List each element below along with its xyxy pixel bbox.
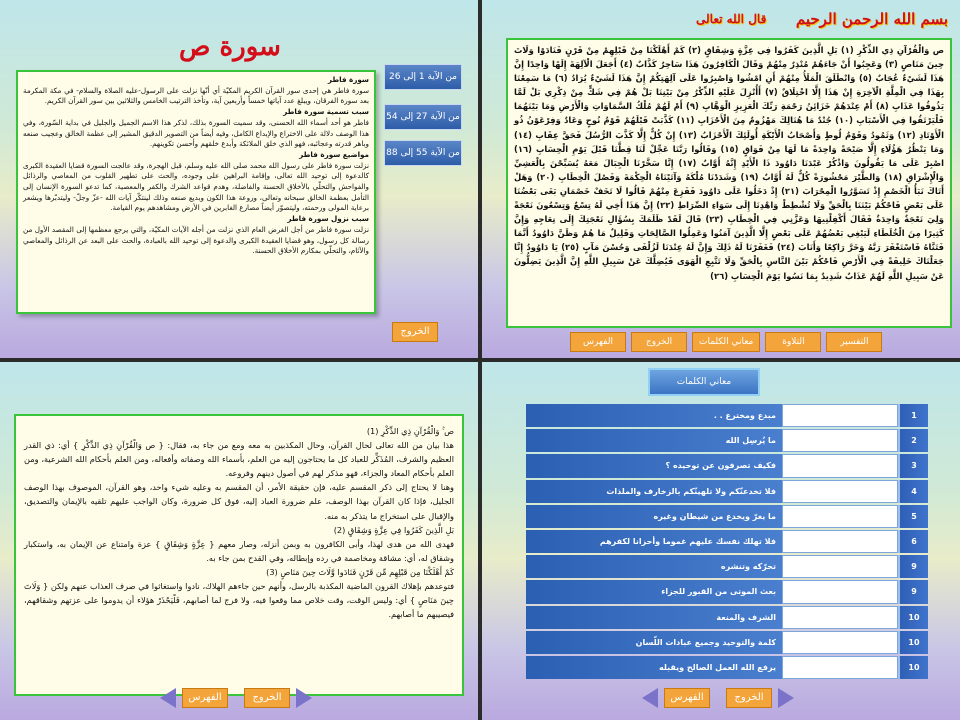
tafsir-paragraph: فهدى الله من هدى لهذا، وأبى الكافرون به وبمن أنزله، وصار معهم { عِزَّةٍ وَشِقَاقٍ } عزة وامتناع عن الإيمان به، واستكبار وشقاق له، أي: مشاقة ومخاصمة في رده وإبطاله، وفي القدح بمن جاء به. (24, 538, 454, 563)
word-cell: فأنّى تؤفكون ؟ (782, 454, 898, 477)
row-number: 10 (898, 631, 928, 654)
table-row (526, 454, 928, 477)
word-cell: ما يفتح الله (782, 429, 898, 452)
table-row (526, 505, 928, 528)
row-number: 9 (898, 555, 928, 578)
row-number: 10 (898, 656, 928, 679)
exit-button[interactable]: الخروج (631, 332, 687, 352)
word-cell: العمل الصالح يرفع (782, 656, 898, 679)
section-text: فاطر هو أحد أسماء الله الحسنى، وقد سميت السورة بذلك، لذكر هذا الاسم الجميل والجليل في بداية السّورة، وفي هذا الوصف دلالة على الاختراع والإبداع الكامل، وفيه أيضاً من التصوير الدقيق المشير إلى عظمة الخالق وعجيب صنعه وباهر قدرته وعجائبه، فهو الذي خلق الملائكة وأبدع خلقهم وأحسن تكوينهم. (23, 117, 369, 149)
sura-intro-panel (0, 0, 478, 358)
table-row (526, 580, 928, 603)
intro-text-box (16, 70, 376, 314)
word-cell: الغرور (782, 505, 898, 528)
tafsir-paragraph: هذا بيان من الله تعالى لحال القرآن، وحال المكذبين به معه ومع من جاء به، فقال: { ص وَالْقُرْآنِ ذِي الذِّكْرِ } أي: ذي القدر العظيم والشرف، المُذَكِّر للعباد كل ما يحتاجون إليه من العلم، بأسماء الله وصفاته وأفعاله، ومن العلم بأحكام الله الشرعية، ومن العلم بأحكام المعاد والجزاء، فهو مذكر لهم في أصول دينهم وفروعه. (24, 440, 454, 479)
tafsir-button[interactable]: التفسير (826, 332, 882, 352)
word-cell: فتثير سحابا (782, 555, 898, 578)
verses-1-26-button[interactable]: من الآية 1 إلى 26 (384, 64, 462, 90)
tafsir-text-box (14, 414, 464, 696)
tafsir-paragraph: وهنا لا يحتاج إلى ذكر المقسم عليه، فإن حقيقة الأمر، أن المقسم به وعليه شيء واحد، وهو القرآن، الموصوف بهذا الوصف الجليل، فإذا كان القرآن بهذا الوصف، علم ضرورة العباد إليه، فوق كل ضرورة، وكان الواجب عليهم تلقيه بالإيمان والتصديق، والإقبال على استخراج ما يتذكر به منه. (24, 482, 454, 521)
exit-button[interactable]: الخروج (392, 322, 438, 342)
table-row (526, 606, 928, 629)
next-arrow-icon[interactable] (296, 688, 312, 708)
qal-allah-header: قال الله تعالى (696, 12, 767, 26)
section-heading: سبب تسمية سورة فاطر (283, 107, 369, 117)
word-cell: فلا تذهب نفسك عليهم حسرات (782, 530, 898, 553)
tafsir-panel (0, 362, 478, 720)
table-row (526, 404, 928, 427)
previous-arrow-icon[interactable] (642, 688, 658, 708)
verses-55-88-button[interactable]: من الآية 55 إلى 88 (384, 140, 462, 166)
previous-arrow-icon[interactable] (160, 688, 176, 708)
index-button[interactable]: الفهرس (570, 332, 626, 352)
word-cell: النشور (782, 580, 898, 603)
index-button[interactable]: الفهرس (664, 688, 710, 708)
meaning-cell: فكيف تصرفون عن توحيده ؟ (526, 454, 782, 477)
exit-button[interactable]: الخروج (726, 688, 772, 708)
table-row (526, 631, 928, 654)
word-meanings-table (526, 402, 928, 681)
meaning-cell: فلا تخدعنّكم ولا تلهينّكم بالزخارف والملذات (526, 480, 782, 503)
verse-line: كَمْ أَهْلَكْنَا مِن قَبْلِهِم مِّن قَرْنٍ فَنَادَوا وَّلَاتَ حِينَ مَنَاصٍ (3) (266, 566, 454, 577)
row-number: 5 (898, 505, 928, 528)
verse-line: بَلِ الَّذِينَ كَفَرُوا فِي عِزَّةٍ وَشِقَاقٍ (2) (333, 524, 454, 535)
verses-text: ص وَالْقُرْآنِ ذِي الذِّكْرِ (١) بَلِ الَّذِينَ كَفَرُوا فِي عِزَّةٍ وَشِقَاقٍ (٢) كَمْ أَهْلَكْنَا مِنْ قَبْلِهِمْ مِنْ قَرْنٍ فَنَادَوْا وَلَاتَ حِينَ مَنَاصٍ (٣) وَعَجِبُوا أَنْ جَاءَهُمْ مُنْذِرٌ مِنْهُمْ وَقَالَ الْكَافِرُونَ هَذَا سَاحِرٌ كَذَّابٌ (٤) أَجَعَلَ الْآلِهَةَ إِلَهًا وَاحِدًا إِنَّ هَذَا لَشَيْءٌ عُجَابٌ (٥) وَانْطَلَقَ الْمَلَأُ مِنْهُمْ أَنِ امْشُوا وَاصْبِرُوا عَلَى آلِهَتِكُمْ إِنَّ هَذَا لَشَيْءٌ يُرَادُ (٦) مَا سَمِعْنَا بِهَذَا فِي الْمِلَّةِ الْآخِرَةِ إِنْ هَذَا إِلَّا اخْتِلَاقٌ (٧) أَأُنْزِلَ عَلَيْهِ الذِّكْرُ مِنْ بَيْنِنَا بَلْ هُمْ فِي شَكٍّ مِنْ ذِكْرِي بَلْ لَمَّا يَذُوقُوا عَذَابِ (٨) أَمْ عِنْدَهُمْ خَزَائِنُ رَحْمَةِ رَبِّكَ الْعَزِيزِ الْوَهَّابِ (٩) أَمْ لَهُمْ مُلْكُ السَّمَاوَاتِ وَالْأَرْضِ وَمَا بَيْنَهُمَا فَلْيَرْتَقُوا فِي الْأَسْبَابِ (١٠) جُنْدٌ مَا هُنَالِكَ مَهْزُومٌ مِنَ الْأَحْزَابِ (١١) كَذَّبَتْ قَبْلَهُمْ قَوْمُ نُوحٍ وَعَادٌ وَفِرْعَوْنُ ذُو الْأَوْتَادِ (١٢) وَثَمُودُ وَقَوْمُ لُوطٍ وَأَصْحَابُ الْأَيْكَةِ أُولَئِكَ الْأَحْزَابُ (١٣) إِنْ كُلٌّ إِلَّا كَذَّبَ الرُّسُلَ فَحَقَّ عِقَابِ (١٤) وَمَا يَنْظُرُ هَؤُلَاءِ إِلَّا صَيْحَةً وَاحِدَةً مَا لَهَا مِنْ فَوَاقٍ (١٥) وَقَالُوا رَبَّنَا عَجِّلْ لَنَا قِطَّنَا قَبْلَ يَوْمِ الْحِسَابِ (١٦) اصْبِرْ عَلَى مَا يَقُولُونَ وَاذْكُرْ عَبْدَنَا دَاوُودَ ذَا الْأَيْدِ إِنَّهُ أَوَّابٌ (١٧) إِنَّا سَخَّرْنَا الْجِبَالَ مَعَهُ يُسَبِّحْنَ بِالْعَشِيِّ وَالْإِشْرَاقِ (١٨) وَالطَّيْرَ مَحْشُورَةً كُلٌّ لَهُ أَوَّابٌ (١٩) وَشَدَدْنَا مُلْكَهُ وَآتَيْنَاهُ الْحِكْمَةَ وَفَصْلَ الْخِطَابِ (٢٠) وَهَلْ أَتَاكَ نَبَأُ الْخَصْمِ إِذْ تَسَوَّرُوا الْمِحْرَابَ (٢١) إِذْ دَخَلُوا عَلَى دَاوُودَ فَفَزِعَ مِنْهُمْ قَالُوا لَا تَخَفْ خَصْمَانِ بَغَى بَعْضُنَا عَلَى بَعْضٍ فَاحْكُمْ بَيْنَنَا بِالْحَقِّ وَلَا تُشْطِطْ وَاهْدِنَا إِلَى سَوَاءِ الصِّرَاطِ (٢٢) إِنَّ هَذَا أَخِي لَهُ تِسْعٌ وَتِسْعُونَ نَعْجَةً وَلِيَ نَعْجَةٌ وَاحِدَةٌ فَقَالَ أَكْفِلْنِيهَا وَعَزَّنِي فِي الْخِطَابِ (٢٣) قَالَ لَقَدْ ظَلَمَكَ بِسُؤَالِ نَعْجَتِكَ إِلَى نِعَاجِهِ وَإِنَّ كَثِيرًا مِنَ الْخُلَطَاءِ لَيَبْغِي بَعْضُهُمْ عَلَى بَعْضٍ إِلَّا الَّذِينَ آمَنُوا وَعَمِلُوا الصَّالِحَاتِ وَقَلِيلٌ مَا هُمْ وَظَنَّ دَاوُودُ أَنَّمَا فَتَنَّاهُ فَاسْتَغْفَرَ رَبَّهُ وَخَرَّ رَاكِعًا وَأَنَابَ (٢٤) فَغَفَرْنَا لَهُ ذَلِكَ وَإِنَّ لَهُ عِنْدَنَا لَزُلْفَى وَحُسْنَ مَآبٍ (٢٥) يَا دَاوُودُ إِنَّا جَعَلْنَاكَ خَلِيفَةً فِي الْأَرْضِ فَاحْكُمْ بَيْنَ النَّاسِ بِالْحَقِّ وَلَا تَتَّبِعِ الْهَوَى فَيُضِلَّكَ عَنْ سَبِيلِ اللَّهِ إِنَّ الَّذِينَ يَضِلُّونَ عَنْ سَبِيلِ اللَّهِ لَهُمْ عَذَابٌ شَدِيدٌ بِمَا نَسُوا يَوْمَ الْحِسَابِ (٢٦) (514, 45, 944, 281)
meaning-cell: تحرّكه وتنشره (526, 555, 782, 578)
tafsir-paragraph: فتوعدهم بإهلاك القرون الماضية المكذبة بالرسل، وأنهم حين جاءهم الهلاك، نادوا واستغاثوا في صرف العذاب عنهم ولكن { وَلَاتَ حِينَ مَنَاصٍ } أي: وليس الوقت، وقت خلاص مما وقعوا فيه، ولا فرج لما أصابهم، فَلْيَحْذَرْ هؤلاء أن يدوموا على عزتهم وشقاقهم، فيصيبهم ما أصابهم. (24, 581, 454, 620)
recitation-button[interactable]: التلاوة (765, 332, 821, 352)
next-arrow-icon[interactable] (778, 688, 794, 708)
exit-button[interactable]: الخروج (244, 688, 290, 708)
table-row (526, 429, 928, 452)
row-number: 4 (898, 480, 928, 503)
section-text: نزلت سورة فاطر من أجل الغرض العام الذي نزلت من أجله الآيات المكيّة، والتي يرجع معظمها إلى المقصد الأول من رسالة كل رسول، وهو قضايا العقيدة الكبرى والدعوة إلى توحيد الله بالعبادة، والحث على البعد عن الرذائل والمعاصي والآثام، والتحلّي بمكارم الأخلاق الحسنة. (23, 224, 369, 256)
word-meanings-panel (482, 362, 960, 720)
row-number: 1 (898, 404, 928, 427)
word-cell: الكلم الطيّب (782, 631, 898, 654)
table-row (526, 555, 928, 578)
meaning-cell: كلمة والتوحيد وجميع عبادات اللّسان (526, 631, 782, 654)
verse-line: ص ۚ وَالْقُرْآنِ ذِي الذِّكْرِ (1) (366, 426, 454, 436)
table-row (526, 656, 928, 679)
meaning-cell: فلا تهلك نفسك عليهم غموما وأحزانا لكفرهم (526, 530, 782, 553)
meaning-cell: الشرف والمنعة (526, 606, 782, 629)
section-text: نزلت سورة فاطر على رسول الله محمد صلى الله عليه وسلم، قبل الهجرة، وقد عالجت السورة قضايا العقيدة الكبرى كالدعوة إلى توحيد الله تعالى، وإقامة البراهين على وجوده، والحث على تطهير القلوب من المعاصي والرذائل والفواحش والتحلّي بالأخلاق الحسنة والفاضلة، وهدم قواعد الشرك والكفر والمعصية، كما تدعو السورة الإنسان إلى التأمل بعظمة الخالق سبحانه وتعالى، وروعة هذا الكون وبديع صنعه وذلك لينتكّر آيات الله -عزّ وجلّ- وليتدبّرها ويشعر برعاية المولى ورحمته، وليتصوّر أيضاً مصارع الغابرين في الأرض ومشاهدهم يوم القيامة. (23, 160, 369, 213)
row-number: 2 (898, 429, 928, 452)
row-number: 10 (898, 606, 928, 629)
index-button[interactable]: الفهرس (182, 688, 228, 708)
word-cell: فلا تغرنّكم (782, 480, 898, 503)
row-number: 9 (898, 580, 928, 603)
meaning-cell: مبدع ومخترع . . (526, 404, 782, 427)
row-number: 6 (898, 530, 928, 553)
table-row (526, 480, 928, 503)
meaning-cell: يرفع الله العمل الصالح ويقبله (526, 656, 782, 679)
word-meanings-button[interactable]: معاني الكلمات (692, 332, 760, 352)
section-heading: مواضيع سورة فاطر (299, 149, 369, 159)
word-meanings-title: معاني الكلمات (648, 368, 760, 396)
word-cell: يريد العزّة (782, 606, 898, 629)
meaning-cell: ما يغرّ ويخدع من شيطان وغيره (526, 505, 782, 528)
section-heading: سبب نزول سورة فاطر (287, 214, 369, 224)
word-cell: فاطر . . (782, 404, 898, 427)
quran-verses-box (506, 38, 952, 328)
meaning-cell: ما يُرسِل الله (526, 429, 782, 452)
meaning-cell: بعث الموتى من القبور للجزاء (526, 580, 782, 603)
verses-nav-bar (570, 332, 882, 352)
section-text: سورة فاطر هي إحدى سور القرآن الكريم المكيّة أي أنّها نزلت على الرسول-عليه الصلاة والسلام- في مكة المكرمة بعد سورة الفرقان، ويبلغ عدد آياتها خمساً وأربعين آية، وتأخذ الترتيب الخامس والثلاثين بين سور القرآن الكريم. (23, 85, 369, 106)
verses-panel (482, 0, 960, 358)
table-row (526, 530, 928, 553)
row-number: 3 (898, 454, 928, 477)
section-heading: سورة فاطر (327, 75, 369, 84)
basmala-header: بسم الله الرحمن الرحيم (795, 10, 948, 28)
verses-27-54-button[interactable]: من الآية 27 إلى 54 (384, 104, 462, 130)
sura-title: سورة ص (179, 32, 281, 62)
